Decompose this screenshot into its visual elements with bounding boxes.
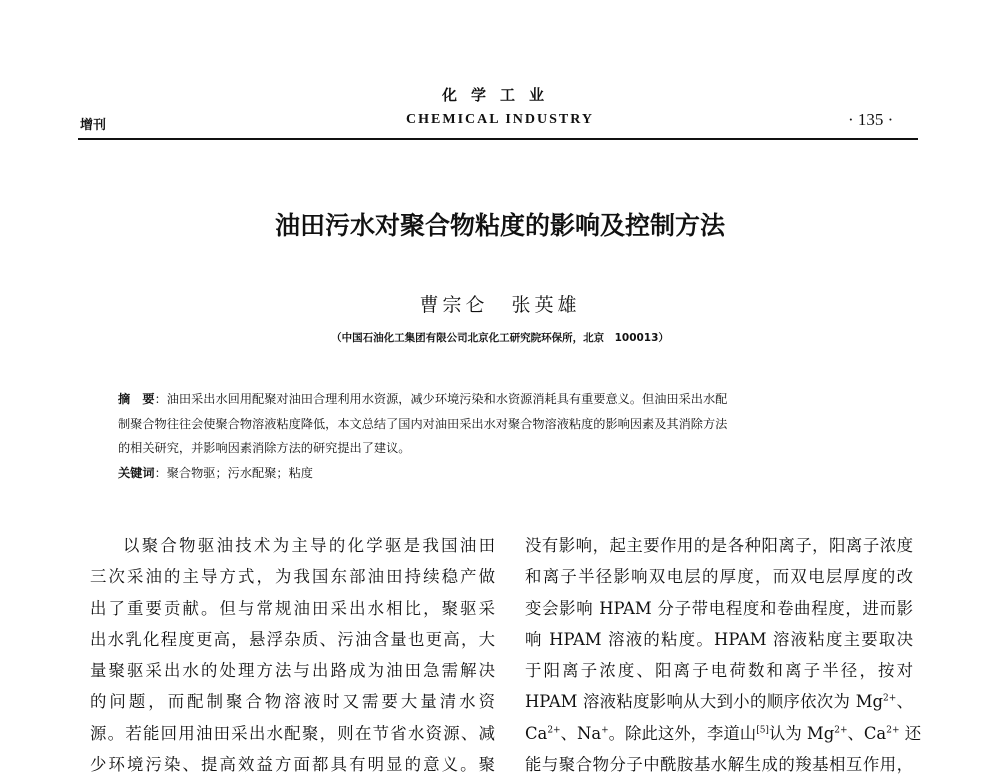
body-line: 三次采油的主导方式，为我国东部油田持续稳产做 xyxy=(90,567,495,587)
body-line xyxy=(525,686,913,717)
body-line: 以聚合物驱油技术为主导的化学驱是我国油田 xyxy=(123,536,495,555)
body-line xyxy=(525,530,913,561)
body-line xyxy=(525,655,913,686)
text-segment: 响 HPAM 溶液的粘度。HPAM 溶液粘度主要取决 xyxy=(525,629,913,649)
body-line: 源。若能回用油田采出水配聚，则在节省水资源、减 xyxy=(90,723,495,743)
abstract-label: 摘 要 xyxy=(118,392,155,406)
superscript: 2+ xyxy=(883,694,897,705)
abstract-line: 制聚合物往往会使聚合物溶液粘度降低，本文总结了国内对油田采出水对聚合物溶液粘度的影响因素及其消除方法 xyxy=(118,416,728,431)
body-line xyxy=(525,593,913,624)
body-line: 出了重要贡献。但与常规油田采出水相比，聚驱采 xyxy=(90,598,495,618)
text-segment: 、Ca xyxy=(847,723,887,743)
superscript: 2+ xyxy=(547,725,561,736)
abstract xyxy=(118,387,882,485)
text-segment: 变会影响 HPAM 分子带电程度和卷曲程度，进而影 xyxy=(525,598,913,618)
journal-name-cn: 化学工业 xyxy=(441,86,558,104)
text-segment: 于阳离子浓度、阳离子电荷数和离子半径，按对 xyxy=(525,661,913,681)
text-segment: 能与聚合物分子中酰胺基水解生成的羧基相互作用， xyxy=(525,755,913,775)
body-left-column xyxy=(90,530,495,780)
header-rule xyxy=(78,138,918,140)
body-line: 出水乳化程度更高，悬浮杂质、污油含量也更高，大 xyxy=(90,629,495,649)
issue-label: 增刊 xyxy=(80,118,107,133)
text-segment: 。除此这外，李道山 xyxy=(608,723,757,743)
body-line: 量聚驱采出水的处理方法与出路成为油田急需解决 xyxy=(90,661,495,681)
keywords-line xyxy=(118,461,882,486)
body-right-column xyxy=(525,530,922,780)
page-number: · 135 · xyxy=(848,110,894,129)
abstract-line xyxy=(118,387,882,412)
body-line: 少环境污染、提高效益方面都具有明显的意义。聚 xyxy=(90,755,495,775)
text-segment: 、Na xyxy=(560,723,602,743)
superscript: 2+ xyxy=(886,725,900,736)
body-line xyxy=(525,749,913,780)
superscript: 2+ xyxy=(834,725,848,736)
superscript: [5] xyxy=(756,725,769,736)
text-segment: 还 xyxy=(899,723,922,743)
body-line: 的问题，而配制聚合物溶液时又需要大量清水资 xyxy=(90,692,495,712)
body-line xyxy=(525,561,913,592)
article-title: 油田污水对聚合物粘度的影响及控制方法 xyxy=(274,211,725,240)
abstract-line: 的相关研究，并影响因素消除方法的研究提出了建议。 xyxy=(118,441,411,455)
text-segment: 认为 Mg xyxy=(768,723,835,743)
article-authors: 曹宗仑 张英雄 xyxy=(419,294,581,316)
text-segment: HPAM 溶液粘度影响从大到小的顺序依次为 Mg xyxy=(525,692,884,712)
body-line xyxy=(525,624,913,655)
superscript: + xyxy=(601,725,609,736)
journal-name-en: CHEMICAL INDUSTRY xyxy=(406,112,594,127)
body-line xyxy=(525,718,922,749)
text-segment: 没有影响，起主要作用的是各种阳离子，阳离子浓度 xyxy=(525,536,913,555)
keywords-label: 关键词 xyxy=(118,465,155,480)
abstract-text: ：油田采出水回用配聚对油田合理利用水资源，减少环境污染和水资源消耗具有重要意义。但油田采出水配 xyxy=(154,392,728,406)
text-segment: 、 xyxy=(896,692,913,712)
keywords-text: ：聚合物驱；污水配聚；粘度 xyxy=(154,465,313,480)
text-segment: Ca xyxy=(525,723,548,743)
text-segment: 和离子半径影响双电层的厚度，而双电层厚度的改 xyxy=(525,567,913,587)
author-affiliation: （中国石油化工集团有限公司北京化工研究院环保所，北京 100013） xyxy=(331,332,669,344)
